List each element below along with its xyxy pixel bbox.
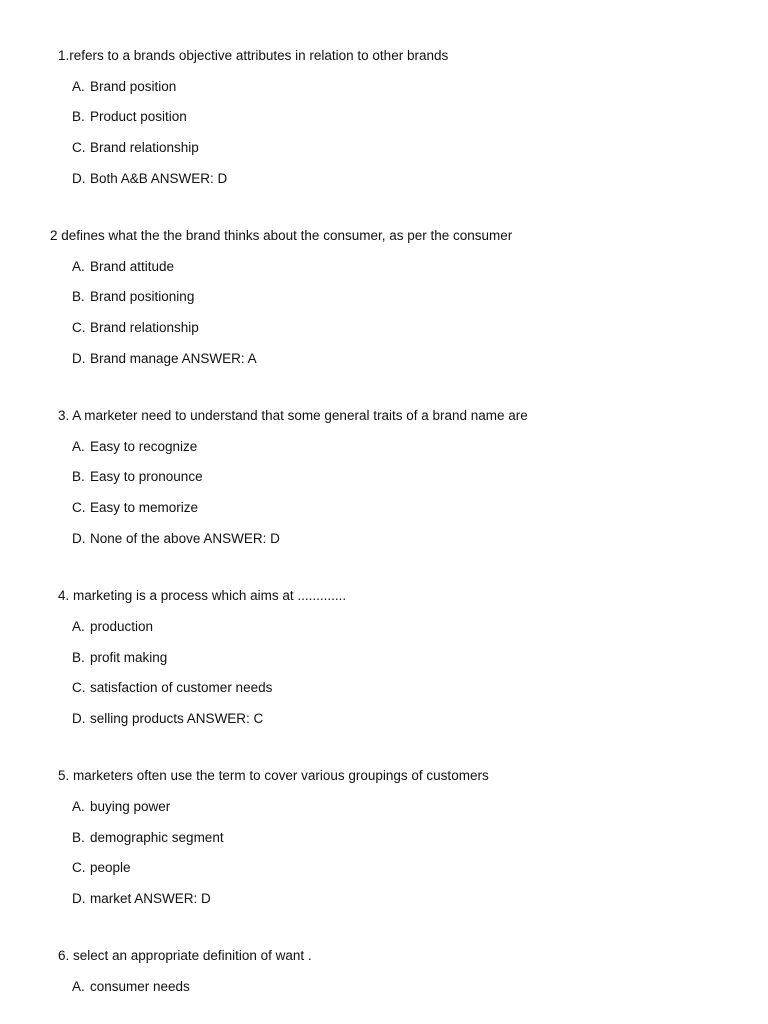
option-b: B. Product position xyxy=(72,109,187,124)
option-a: A. consumer needs xyxy=(72,979,190,994)
question-text: 6. select an appropriate definition of want . xyxy=(58,948,312,963)
option-c: C. Easy to memorize xyxy=(72,500,199,515)
option-b: B. profit making xyxy=(72,650,168,665)
option-d: D. Brand manage ANSWER: A xyxy=(72,351,257,366)
option-a: A. production xyxy=(72,619,154,634)
option-c: C. Brand relationship xyxy=(72,320,199,335)
option-d: D. Both A&B ANSWER: D xyxy=(72,171,228,186)
option-d: D. market ANSWER: D xyxy=(72,891,211,906)
question-text: 3. A marketer need to understand that some general traits of a brand name are xyxy=(58,408,528,423)
option-a: A. Easy to recognize xyxy=(72,439,198,454)
question-text: 4. marketing is a process which aims at ............. xyxy=(58,588,347,603)
option-b: B. Easy to pronounce xyxy=(72,469,203,484)
question-text: 5. marketers often use the term to cover various groupings of customers xyxy=(58,768,489,783)
option-a: A. Brand attitude xyxy=(72,259,175,274)
option-b: B. Brand positioning xyxy=(72,289,195,304)
question-text: 2 defines what the the brand thinks about the consumer, as per the consumer xyxy=(50,228,513,243)
option-c: C. people xyxy=(72,860,131,875)
option-c: C. satisfaction of customer needs xyxy=(72,680,273,695)
option-a: A. buying power xyxy=(72,799,171,814)
option-d: D. selling products ANSWER: C xyxy=(72,711,264,726)
option-d: D. None of the above ANSWER: D xyxy=(72,531,280,546)
option-a: A. Brand position xyxy=(72,79,177,94)
question-text: 1.refers to a brands objective attributes in relation to other brands xyxy=(58,48,449,63)
option-c: C. Brand relationship xyxy=(72,140,199,155)
option-b: B. demographic segment xyxy=(72,830,224,845)
